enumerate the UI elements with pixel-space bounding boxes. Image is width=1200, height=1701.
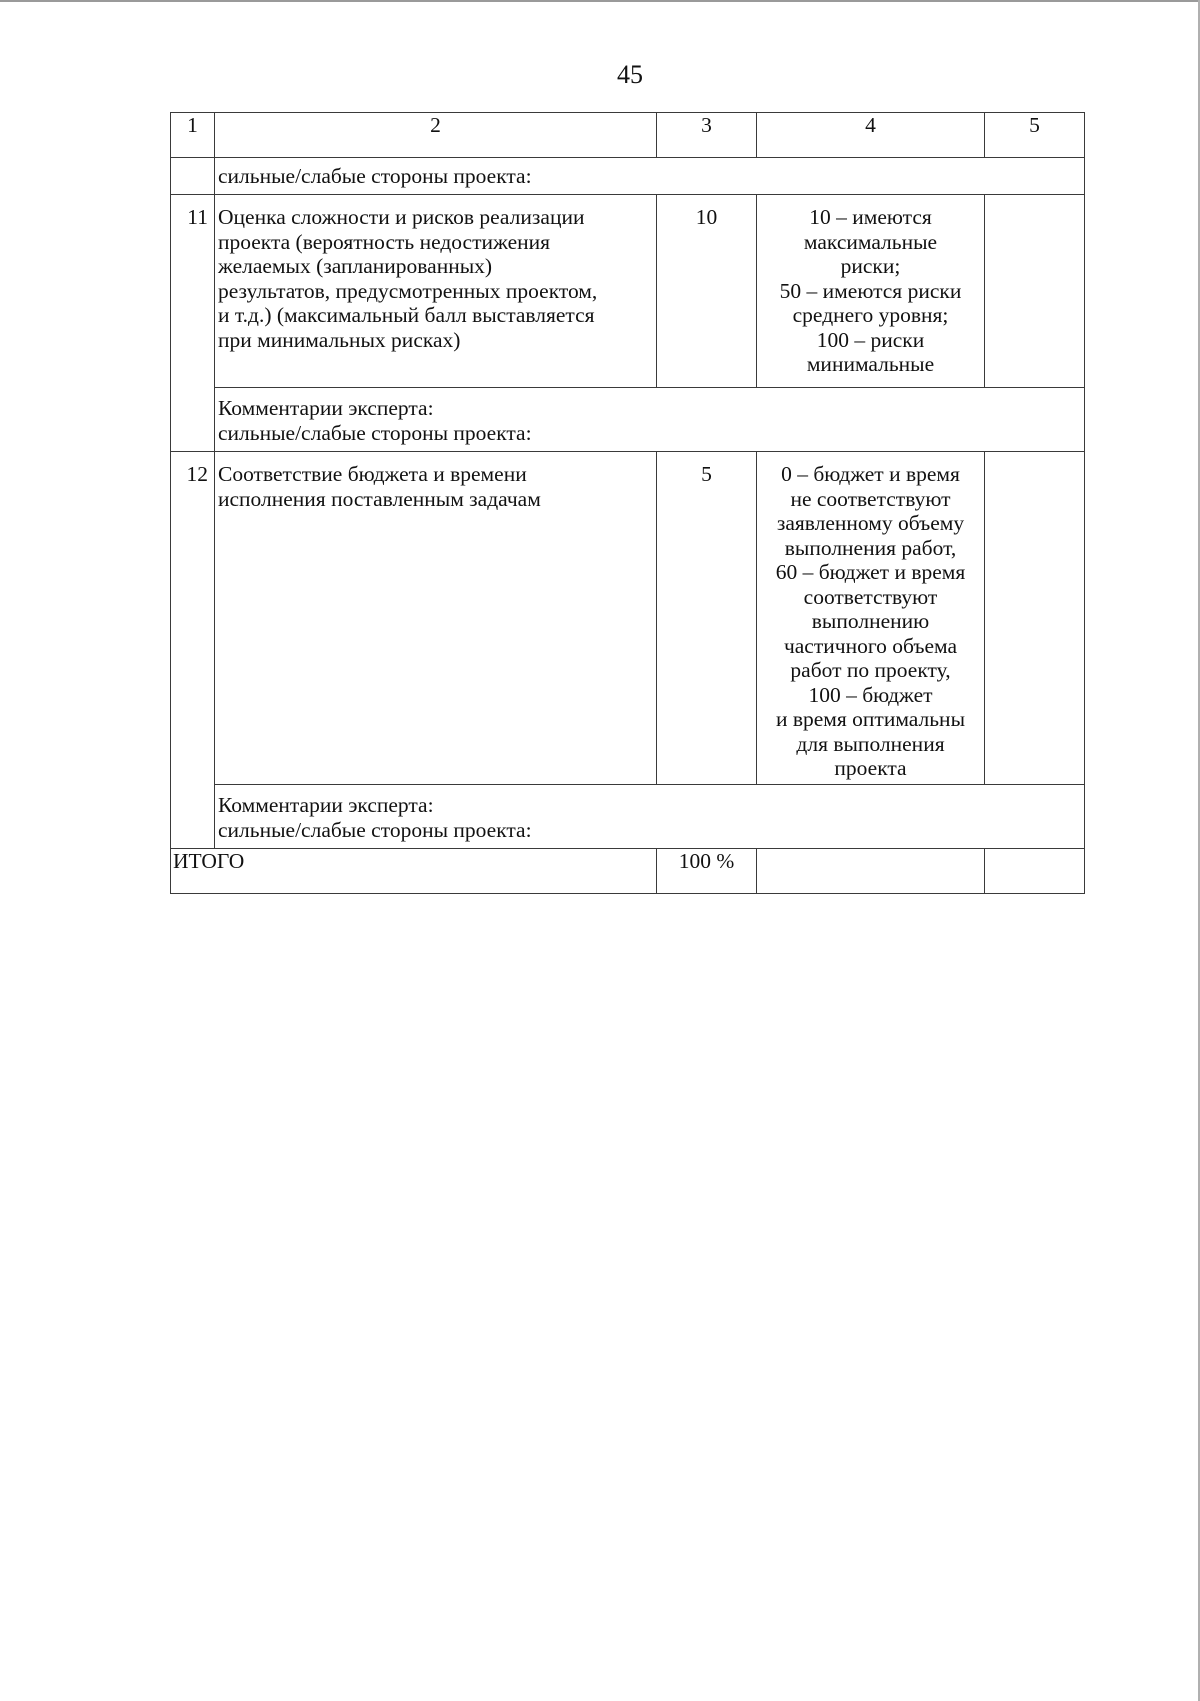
total-row [171, 849, 1085, 894]
text-line: выполнению [811, 609, 930, 633]
text-line: 0 – бюджет и время [781, 462, 960, 486]
text-line: заявленному объему [776, 511, 965, 535]
text-line: Комментарии эксперта: [218, 396, 434, 420]
text-line: 60 – бюджет и время [775, 560, 966, 584]
criterion-text [215, 452, 657, 785]
text-line: 10 – имеются [809, 205, 932, 229]
header-col-1: 1 [171, 113, 215, 158]
continuation-text: сильные/слабые стороны проекта: [215, 158, 1085, 195]
text-line: 100 – риски [816, 327, 925, 352]
text-line: выполнения работ, [784, 535, 957, 560]
text-line: сильные/слабые стороны проекта: [218, 420, 532, 445]
continuation-num-cell [171, 158, 215, 195]
text-line: Соответствие бюджета и времени [218, 462, 527, 486]
text-line: минимальные [806, 352, 935, 376]
row-number-continuation [171, 785, 215, 849]
text-line: риски; [840, 254, 901, 278]
text-line: желаемых (запланированных) [218, 254, 493, 278]
row-number: 11 [171, 195, 215, 388]
criterion-text [215, 195, 657, 388]
weight-cell: 5 [657, 452, 757, 785]
text-line: для выполнения [796, 731, 945, 756]
text-line: проекта (вероятность недостижения [218, 229, 551, 254]
text-line: и т.д.) (максимальный балл выставляется [218, 303, 595, 327]
page-number: 45 [617, 60, 643, 89]
text-line: проекта [834, 756, 907, 780]
text-line: Комментарии эксперта: [218, 793, 434, 817]
scale-cell [757, 195, 985, 388]
total-score [985, 849, 1085, 894]
criterion-row-11 [171, 195, 1085, 388]
header-col-3: 3 [657, 113, 757, 158]
score-cell [985, 195, 1085, 388]
text-line: Оценка сложности и рисков реализации [218, 205, 585, 229]
header-col-2: 2 [215, 113, 657, 158]
criterion-row-12 [171, 452, 1085, 785]
text-line: среднего уровня; [792, 303, 949, 327]
header-col-5: 5 [985, 113, 1085, 158]
comment-row-12 [171, 785, 1085, 849]
text-line: не соответствуют [790, 486, 951, 511]
scan-edge-top [0, 0, 1200, 2]
evaluation-table [170, 112, 1085, 894]
text-line: сильные/слабые стороны проекта: [218, 817, 532, 842]
comment-row-11 [171, 388, 1085, 452]
weight-cell: 10 [657, 195, 757, 388]
text-line: работ по проекту, [790, 658, 951, 682]
total-scale [757, 849, 985, 894]
text-line: и время оптимальны [775, 707, 966, 731]
text-line: 50 – имеются риски [779, 278, 962, 303]
header-col-4: 4 [757, 113, 985, 158]
row-number-continuation [171, 388, 215, 452]
row-number: 12 [171, 452, 215, 785]
expert-comment [215, 388, 1085, 452]
text-line: результатов, предусмотренных проектом, [218, 278, 598, 303]
text-line: исполнения поставленным задачам [218, 486, 541, 511]
continuation-row [171, 158, 1085, 195]
scale-cell [757, 452, 985, 785]
text-line: 100 – бюджет [808, 682, 933, 707]
text-line: частичного объема [783, 633, 958, 658]
total-weight: 100 % [657, 849, 757, 894]
total-label: ИТОГО [171, 849, 657, 894]
text-line: при минимальных рисках) [218, 327, 461, 352]
text-line: соответствуют [803, 584, 938, 609]
text-line: максимальные [803, 229, 938, 254]
expert-comment [215, 785, 1085, 849]
header-row [171, 113, 1085, 158]
score-cell [985, 452, 1085, 785]
